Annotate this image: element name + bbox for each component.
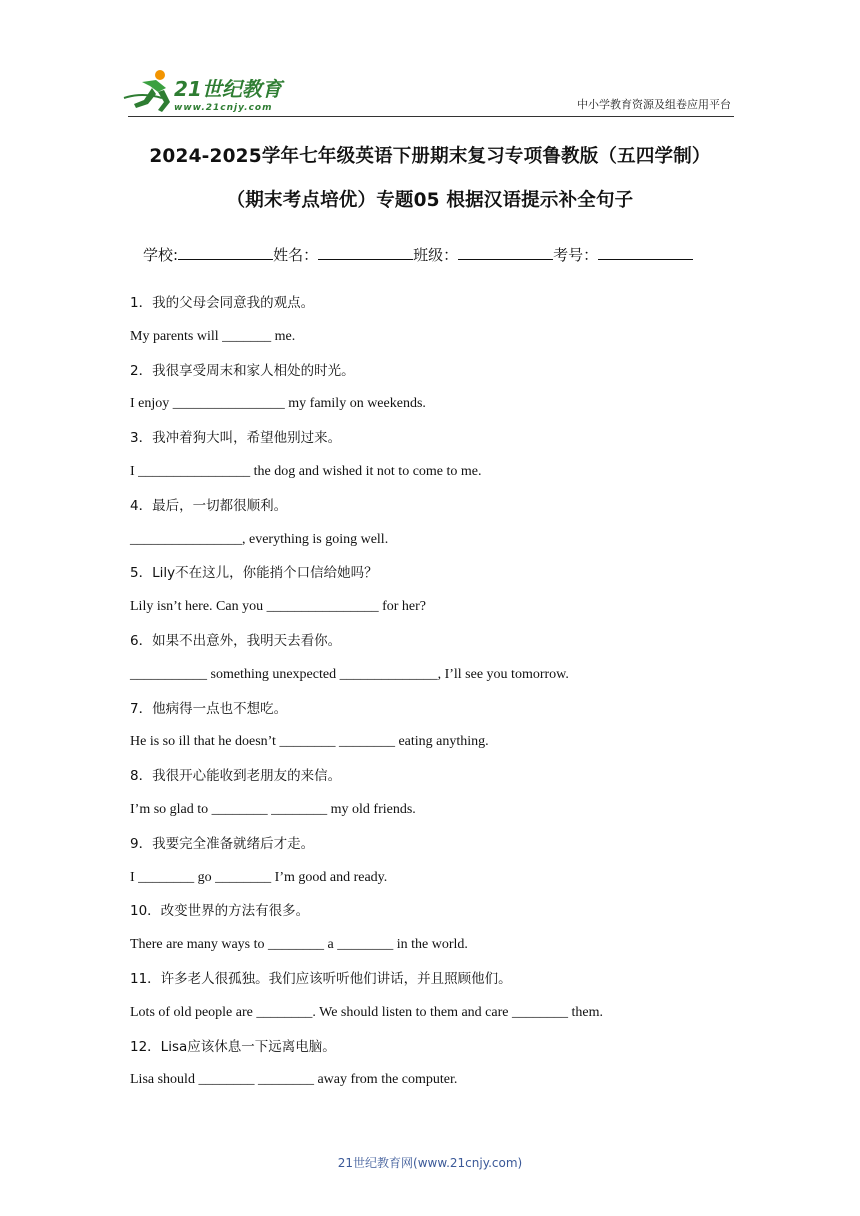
site-logo[interactable] — [122, 68, 292, 114]
question-chinese-prompt: 3．我冲着狗大叫，希望他别过来。 — [130, 430, 342, 447]
class-label: 班级： — [413, 246, 459, 264]
question-item — [130, 1036, 750, 1104]
footer-link[interactable]: 21世纪教育网(www.21cnjy.com) — [337, 1156, 523, 1170]
question-chinese-prompt: 6．如果不出意外，我明天去看你。 — [130, 632, 342, 649]
svg-text:www.21cnjy.com: www.21cnjy.com — [174, 103, 273, 113]
svg-text:21世纪教育: 21世纪教育 — [174, 77, 282, 101]
question-item — [130, 698, 750, 766]
school-label: 学校: — [143, 246, 179, 264]
page-header — [0, 0, 860, 120]
question-chinese-prompt: 1．我的父母会同意我的观点。 — [130, 295, 315, 311]
question-english-sentence: Lisa should ________ ________ away from the computer. — [130, 1072, 458, 1088]
question-item — [130, 495, 750, 563]
name-label: 姓名： — [273, 246, 319, 264]
question-english-sentence: ________________, everything is going well. — [130, 531, 389, 547]
question-chinese-prompt: 11．许多老人很孤独。我们应该听听他们讲话，并且照顾他们。 — [130, 970, 512, 987]
question-english-sentence: He is so ill that he doesn’t ________ ________ eating anything. — [130, 734, 489, 750]
runner-logo-icon — [122, 68, 292, 114]
student-info-row — [143, 244, 693, 265]
question-english-sentence: There are many ways to ________ a ________ in the world. — [130, 937, 468, 953]
question-item — [130, 765, 750, 833]
question-chinese-prompt: 8．我很开心能收到老朋友的来信。 — [130, 768, 342, 785]
header-divider — [128, 116, 734, 117]
page-title-line2: （期末考点培优）专题05 根据汉语提示补全句子 — [226, 190, 634, 211]
number-label: 考号： — [553, 246, 599, 264]
question-english-sentence: I ________ go ________ I’m good and ready. — [130, 869, 388, 885]
question-english-sentence: I ________________ the dog and wished it not to come to me. — [130, 463, 482, 479]
question-english-sentence: I enjoy ________________ my family on weekends. — [130, 396, 426, 412]
question-english-sentence: My parents will _______ me. — [130, 328, 296, 344]
question-chinese-prompt: 4．最后，一切都很顺利。 — [130, 497, 288, 514]
question-english-sentence: Lots of old people are ________. We should listen to them and care ________ them. — [130, 1004, 603, 1020]
question-item — [130, 968, 750, 1036]
question-item — [130, 630, 750, 698]
question-chinese-prompt: 7．他病得一点也不想吃。 — [130, 700, 288, 717]
name-blank[interactable] — [318, 245, 413, 260]
question-english-sentence: ___________ something unexpected ______________, I’ll see you tomorrow. — [130, 666, 569, 682]
question-item — [130, 427, 750, 495]
question-chinese-prompt: 2．我很享受周末和家人相处的时光。 — [130, 362, 355, 379]
question-english-sentence: I’m so glad to ________ ________ my old friends. — [130, 801, 416, 817]
question-chinese-prompt: 10．改变世界的方法有很多。 — [130, 903, 310, 920]
class-blank[interactable] — [458, 245, 553, 260]
platform-caption: 中小学教育资源及组卷应用平台 — [577, 98, 731, 111]
page-title-line1: 2024-2025学年七年级英语下册期末复习专项鲁教版（五四学制） — [149, 146, 711, 167]
question-item — [130, 900, 750, 968]
question-item — [130, 562, 750, 630]
question-english-sentence: Lily isn’t here. Can you ________________ for her? — [130, 599, 427, 615]
question-item — [130, 833, 750, 901]
question-item — [130, 292, 750, 360]
question-item — [130, 360, 750, 428]
question-list — [130, 292, 750, 1103]
question-chinese-prompt: 5．Lily不在这儿，你能捎个口信给她吗？ — [130, 565, 378, 582]
question-chinese-prompt: 12．Lisa应该休息一下远离电脑。 — [130, 1038, 336, 1055]
number-blank[interactable] — [598, 245, 693, 260]
school-blank[interactable] — [178, 245, 273, 260]
question-chinese-prompt: 9．我要完全准备就绪后才走。 — [130, 835, 315, 852]
